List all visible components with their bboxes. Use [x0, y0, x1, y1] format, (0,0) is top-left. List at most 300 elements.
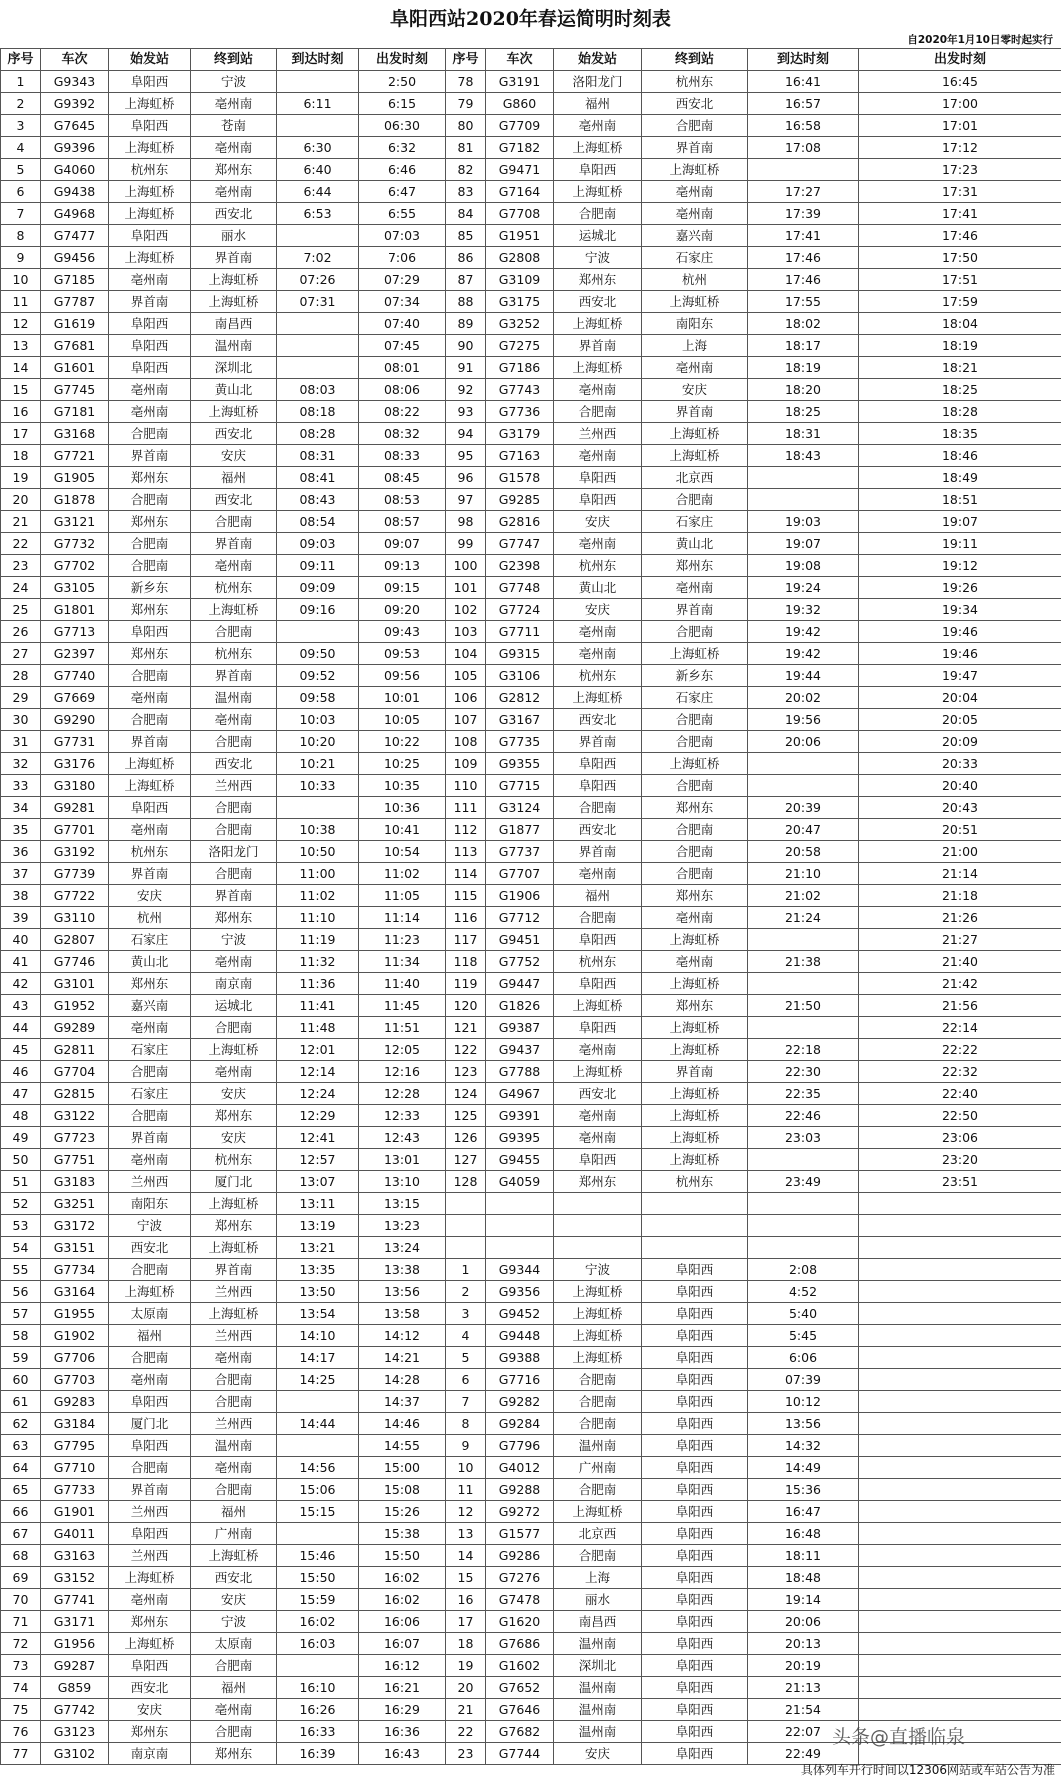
cell-arrival: 21:54 — [748, 1699, 859, 1721]
cell-train: G7669 — [41, 687, 109, 709]
cell-train: G3251 — [41, 1193, 109, 1215]
table-row — [1, 577, 1061, 599]
cell-train: G1578 — [486, 467, 554, 489]
cell-train: G9438 — [41, 181, 109, 203]
cell-origin: 阜阳西 — [554, 973, 642, 995]
cell-arrival: 17:08 — [748, 137, 859, 159]
cell-origin: 太原南 — [109, 1303, 191, 1325]
cell-train: G3172 — [41, 1215, 109, 1237]
cell-departure — [859, 1699, 1061, 1721]
cell-seq: 53 — [1, 1215, 41, 1237]
cell-train: G9344 — [486, 1259, 554, 1281]
cell-train: G9392 — [41, 93, 109, 115]
table-row — [1, 819, 1061, 841]
cell-departure: 09:53 — [359, 643, 446, 665]
cell-destination: 界首南 — [642, 401, 748, 423]
cell-destination: 安庆 — [191, 1589, 277, 1611]
cell-train: G859 — [41, 1677, 109, 1699]
cell-departure: 11:23 — [359, 929, 446, 951]
cell-seq: 51 — [1, 1171, 41, 1193]
cell-origin: 合肥南 — [554, 1413, 642, 1435]
cell-destination — [642, 1237, 748, 1259]
cell-destination: 郑州东 — [642, 797, 748, 819]
cell-departure: 14:55 — [359, 1435, 446, 1457]
cell-departure: 21:42 — [859, 973, 1061, 995]
cell-seq: 89 — [446, 313, 486, 335]
cell-origin: 合肥南 — [554, 1479, 642, 1501]
cell-seq: 78 — [446, 71, 486, 93]
cell-arrival: 6:06 — [748, 1347, 859, 1369]
cell-origin: 阜阳西 — [109, 621, 191, 643]
cell-train: G7711 — [486, 621, 554, 643]
cell-origin: 阜阳西 — [109, 115, 191, 137]
cell-destination: 运城北 — [191, 995, 277, 1017]
cell-arrival: 08:41 — [277, 467, 359, 489]
cell-train: G7710 — [41, 1457, 109, 1479]
table-row — [1, 247, 1061, 269]
cell-destination: 上海虹桥 — [642, 1083, 748, 1105]
cell-destination: 安庆 — [191, 445, 277, 467]
cell-train: G7788 — [486, 1061, 554, 1083]
cell-seq: 64 — [1, 1457, 41, 1479]
col-header-train: 车次 — [41, 49, 109, 71]
cell-train: G3183 — [41, 1171, 109, 1193]
cell-arrival: 22:07 — [748, 1721, 859, 1743]
cell-seq: 81 — [446, 137, 486, 159]
cell-destination: 安庆 — [191, 1127, 277, 1149]
cell-origin: 亳州南 — [554, 863, 642, 885]
cell-destination: 亳州南 — [191, 137, 277, 159]
cell-arrival: 17:55 — [748, 291, 859, 313]
cell-train: G7732 — [41, 533, 109, 555]
cell-seq: 99 — [446, 533, 486, 555]
cell-origin: 兰州西 — [109, 1501, 191, 1523]
cell-origin: 安庆 — [109, 885, 191, 907]
cell-departure — [859, 1501, 1061, 1523]
cell-destination: 郑州东 — [191, 907, 277, 929]
cell-destination: 阜阳西 — [642, 1435, 748, 1457]
cell-origin: 合肥南 — [554, 1369, 642, 1391]
cell-origin: 合肥南 — [109, 1259, 191, 1281]
cell-departure: 17:12 — [859, 137, 1061, 159]
table-row — [1, 885, 1061, 907]
cell-departure: 17:00 — [859, 93, 1061, 115]
cell-departure — [859, 1611, 1061, 1633]
cell-departure: 10:22 — [359, 731, 446, 753]
cell-seq: 52 — [1, 1193, 41, 1215]
cell-seq: 13 — [1, 335, 41, 357]
cell-departure: 18:28 — [859, 401, 1061, 423]
cell-train: G7163 — [486, 445, 554, 467]
cell-departure: 13:56 — [359, 1281, 446, 1303]
cell-seq: 109 — [446, 753, 486, 775]
col-header-destination: 终到站 — [642, 49, 748, 71]
table-row — [1, 1501, 1061, 1523]
table-row — [1, 225, 1061, 247]
cell-departure: 16:45 — [859, 71, 1061, 93]
cell-origin: 福州 — [554, 93, 642, 115]
cell-departure: 09:20 — [359, 599, 446, 621]
cell-departure: 08:45 — [359, 467, 446, 489]
cell-arrival: 09:11 — [277, 555, 359, 577]
cell-train: G1905 — [41, 467, 109, 489]
cell-origin: 黄山北 — [109, 951, 191, 973]
cell-arrival: 15:36 — [748, 1479, 859, 1501]
cell-seq: 5 — [446, 1347, 486, 1369]
cell-arrival: 19:14 — [748, 1589, 859, 1611]
cell-arrival: 08:18 — [277, 401, 359, 423]
cell-arrival: 16:33 — [277, 1721, 359, 1743]
cell-destination: 安庆 — [642, 379, 748, 401]
cell-departure: 16:36 — [359, 1721, 446, 1743]
cell-arrival: 16:02 — [277, 1611, 359, 1633]
cell-origin: 西安北 — [109, 1237, 191, 1259]
cell-destination: 苍南 — [191, 115, 277, 137]
cell-seq: 57 — [1, 1303, 41, 1325]
cell-seq: 61 — [1, 1391, 41, 1413]
footer-note: 具体列车开行时间以12306网站或车站公告为准 — [800, 1763, 1055, 1777]
cell-seq: 121 — [446, 1017, 486, 1039]
cell-arrival: 13:19 — [277, 1215, 359, 1237]
cell-train: G3168 — [41, 423, 109, 445]
cell-arrival: 11:32 — [277, 951, 359, 973]
cell-departure: 22:50 — [859, 1105, 1061, 1127]
cell-arrival: 18:19 — [748, 357, 859, 379]
cell-seq: 106 — [446, 687, 486, 709]
cell-seq: 21 — [446, 1699, 486, 1721]
cell-origin: 上海虹桥 — [554, 1501, 642, 1523]
cell-seq: 33 — [1, 775, 41, 797]
cell-train: G1602 — [486, 1655, 554, 1677]
cell-train: G9283 — [41, 1391, 109, 1413]
cell-departure — [859, 1259, 1061, 1281]
cell-arrival: 12:57 — [277, 1149, 359, 1171]
cell-seq: 32 — [1, 753, 41, 775]
cell-origin: 新乡东 — [109, 577, 191, 599]
cell-origin: 上海虹桥 — [554, 137, 642, 159]
cell-origin: 亳州南 — [554, 533, 642, 555]
cell-train: G7701 — [41, 819, 109, 841]
cell-seq: 122 — [446, 1039, 486, 1061]
cell-origin: 丽水 — [554, 1589, 642, 1611]
cell-train: G9285 — [486, 489, 554, 511]
cell-seq: 119 — [446, 973, 486, 995]
cell-departure — [859, 1545, 1061, 1567]
cell-train: G1955 — [41, 1303, 109, 1325]
cell-destination: 温州南 — [191, 1435, 277, 1457]
cell-seq: 36 — [1, 841, 41, 863]
cell-train: G7275 — [486, 335, 554, 357]
cell-departure — [859, 1589, 1061, 1611]
cell-train: G9391 — [486, 1105, 554, 1127]
cell-seq: 16 — [1, 401, 41, 423]
cell-arrival: 18:02 — [748, 313, 859, 335]
cell-departure: 17:59 — [859, 291, 1061, 313]
table-row — [1, 1567, 1061, 1589]
cell-departure: 07:40 — [359, 313, 446, 335]
cell-departure: 21:40 — [859, 951, 1061, 973]
cell-arrival: 07:39 — [748, 1369, 859, 1391]
cell-seq — [446, 1193, 486, 1215]
cell-origin: 上海虹桥 — [554, 1281, 642, 1303]
cell-arrival: 11:19 — [277, 929, 359, 951]
cell-destination: 郑州东 — [642, 995, 748, 1017]
cell-departure: 20:05 — [859, 709, 1061, 731]
cell-origin: 上海虹桥 — [109, 775, 191, 797]
cell-train: G7702 — [41, 555, 109, 577]
cell-destination: 合肥南 — [642, 115, 748, 137]
col-header-destination: 终到站 — [191, 49, 277, 71]
cell-train: G3123 — [41, 1721, 109, 1743]
cell-train: G4011 — [41, 1523, 109, 1545]
table-row — [1, 401, 1061, 423]
cell-departure: 14:21 — [359, 1347, 446, 1369]
cell-arrival: 14:49 — [748, 1457, 859, 1479]
cell-origin: 安庆 — [109, 1699, 191, 1721]
cell-arrival: 14:44 — [277, 1413, 359, 1435]
cell-train: G7747 — [486, 533, 554, 555]
cell-arrival: 14:10 — [277, 1325, 359, 1347]
cell-destination: 温州南 — [191, 687, 277, 709]
cell-arrival — [748, 1237, 859, 1259]
cell-arrival: 08:03 — [277, 379, 359, 401]
cell-train: G7707 — [486, 863, 554, 885]
cell-arrival: 17:41 — [748, 225, 859, 247]
cell-seq: 5 — [1, 159, 41, 181]
cell-origin: 上海虹桥 — [554, 1061, 642, 1083]
cell-seq: 79 — [446, 93, 486, 115]
cell-seq: 20 — [446, 1677, 486, 1699]
table-row — [1, 1589, 1061, 1611]
cell-arrival: 22:49 — [748, 1743, 859, 1765]
cell-departure: 06:30 — [359, 115, 446, 137]
cell-destination: 石家庄 — [642, 511, 748, 533]
cell-departure: 17:46 — [859, 225, 1061, 247]
cell-destination: 上海虹桥 — [642, 423, 748, 445]
cell-departure — [859, 1391, 1061, 1413]
cell-departure: 10:54 — [359, 841, 446, 863]
cell-arrival: 7:02 — [277, 247, 359, 269]
cell-train: G7646 — [486, 1699, 554, 1721]
cell-departure — [859, 1325, 1061, 1347]
cell-train: G1801 — [41, 599, 109, 621]
cell-arrival: 20:02 — [748, 687, 859, 709]
cell-destination: 郑州东 — [191, 1215, 277, 1237]
cell-origin: 杭州东 — [109, 159, 191, 181]
cell-destination: 阜阳西 — [642, 1677, 748, 1699]
cell-seq: 37 — [1, 863, 41, 885]
cell-destination: 嘉兴南 — [642, 225, 748, 247]
cell-train: G3152 — [41, 1567, 109, 1589]
cell-origin: 界首南 — [109, 291, 191, 313]
cell-origin: 合肥南 — [554, 1545, 642, 1567]
cell-train: G9447 — [486, 973, 554, 995]
table-row — [1, 951, 1061, 973]
cell-destination: 兰州西 — [191, 1413, 277, 1435]
cell-seq: 24 — [1, 577, 41, 599]
cell-train: G3179 — [486, 423, 554, 445]
cell-departure — [859, 1215, 1061, 1237]
cell-arrival: 19:08 — [748, 555, 859, 577]
cell-seq — [446, 1237, 486, 1259]
cell-origin: 亳州南 — [109, 1017, 191, 1039]
table-row — [1, 1457, 1061, 1479]
cell-train: G7736 — [486, 401, 554, 423]
cell-seq: 65 — [1, 1479, 41, 1501]
cell-departure: 23:06 — [859, 1127, 1061, 1149]
cell-arrival: 19:03 — [748, 511, 859, 533]
cell-seq: 127 — [446, 1149, 486, 1171]
cell-destination: 上海虹桥 — [191, 1545, 277, 1567]
cell-origin: 阜阳西 — [554, 753, 642, 775]
cell-origin: 温州南 — [554, 1721, 642, 1743]
cell-origin: 界首南 — [109, 445, 191, 467]
cell-origin: 亳州南 — [109, 1369, 191, 1391]
cell-destination: 阜阳西 — [642, 1457, 748, 1479]
cell-train: G9355 — [486, 753, 554, 775]
table-row — [1, 841, 1061, 863]
cell-arrival — [277, 1523, 359, 1545]
cell-arrival — [277, 115, 359, 137]
cell-train: G9282 — [486, 1391, 554, 1413]
cell-origin: 温州南 — [554, 1435, 642, 1457]
cell-origin: 阜阳西 — [554, 1017, 642, 1039]
cell-train: G9452 — [486, 1303, 554, 1325]
cell-destination: 阜阳西 — [642, 1325, 748, 1347]
cell-departure: 22:14 — [859, 1017, 1061, 1039]
cell-arrival: 12:24 — [277, 1083, 359, 1105]
cell-seq: 23 — [446, 1743, 486, 1765]
table-row — [1, 181, 1061, 203]
cell-destination: 上海虹桥 — [642, 929, 748, 951]
cell-origin: 界首南 — [109, 863, 191, 885]
cell-origin: 洛阳龙门 — [554, 71, 642, 93]
cell-destination: 上海虹桥 — [191, 401, 277, 423]
cell-seq: 114 — [446, 863, 486, 885]
cell-seq: 2 — [1, 93, 41, 115]
cell-arrival: 18:11 — [748, 1545, 859, 1567]
cell-arrival: 13:35 — [277, 1259, 359, 1281]
cell-train: G7742 — [41, 1699, 109, 1721]
cell-departure: 17:31 — [859, 181, 1061, 203]
cell-train: G3163 — [41, 1545, 109, 1567]
cell-train: G3171 — [41, 1611, 109, 1633]
cell-destination: 石家庄 — [642, 247, 748, 269]
cell-departure: 21:18 — [859, 885, 1061, 907]
cell-departure: 11:34 — [359, 951, 446, 973]
table-row — [1, 1413, 1061, 1435]
cell-origin: 合肥南 — [109, 555, 191, 577]
cell-train: G7721 — [41, 445, 109, 467]
cell-arrival: 19:32 — [748, 599, 859, 621]
cell-train: G3184 — [41, 1413, 109, 1435]
cell-origin: 深圳北 — [554, 1655, 642, 1677]
cell-arrival: 20:39 — [748, 797, 859, 819]
cell-arrival: 07:26 — [277, 269, 359, 291]
cell-seq: 112 — [446, 819, 486, 841]
cell-destination: 西安北 — [191, 203, 277, 225]
cell-arrival: 15:15 — [277, 1501, 359, 1523]
cell-arrival: 15:50 — [277, 1567, 359, 1589]
cell-origin: 界首南 — [109, 1479, 191, 1501]
cell-arrival: 16:57 — [748, 93, 859, 115]
table-row — [1, 1237, 1061, 1259]
cell-departure — [859, 1193, 1061, 1215]
cell-departure: 10:41 — [359, 819, 446, 841]
cell-destination: 合肥南 — [191, 1479, 277, 1501]
cell-departure: 11:51 — [359, 1017, 446, 1039]
cell-seq: 100 — [446, 555, 486, 577]
table-row — [1, 995, 1061, 1017]
cell-origin: 阜阳西 — [109, 1655, 191, 1677]
cell-destination: 上海虹桥 — [191, 291, 277, 313]
cell-departure: 15:00 — [359, 1457, 446, 1479]
cell-departure: 19:46 — [859, 643, 1061, 665]
cell-destination: 阜阳西 — [642, 1303, 748, 1325]
cell-origin: 上海虹桥 — [554, 995, 642, 1017]
cell-seq: 12 — [446, 1501, 486, 1523]
cell-origin: 阜阳西 — [554, 467, 642, 489]
cell-seq: 28 — [1, 665, 41, 687]
cell-destination: 合肥南 — [642, 775, 748, 797]
cell-seq: 22 — [446, 1721, 486, 1743]
cell-destination: 阜阳西 — [642, 1391, 748, 1413]
cell-origin: 郑州东 — [109, 1721, 191, 1743]
cell-train: G3109 — [486, 269, 554, 291]
cell-origin: 界首南 — [554, 731, 642, 753]
cell-destination: 阜阳西 — [642, 1281, 748, 1303]
cell-seq: 12 — [1, 313, 41, 335]
cell-arrival: 19:07 — [748, 533, 859, 555]
cell-arrival: 16:03 — [277, 1633, 359, 1655]
cell-seq: 95 — [446, 445, 486, 467]
table-row — [1, 71, 1061, 93]
cell-destination: 合肥南 — [642, 731, 748, 753]
cell-destination: 西安北 — [191, 423, 277, 445]
cell-departure: 16:43 — [359, 1743, 446, 1765]
cell-departure — [859, 1677, 1061, 1699]
cell-departure: 6:55 — [359, 203, 446, 225]
cell-origin: 西安北 — [554, 1083, 642, 1105]
cell-train: G7739 — [41, 863, 109, 885]
cell-departure: 13:23 — [359, 1215, 446, 1237]
cell-seq: 66 — [1, 1501, 41, 1523]
table-row — [1, 1215, 1061, 1237]
cell-seq: 84 — [446, 203, 486, 225]
cell-train: G9284 — [486, 1413, 554, 1435]
cell-train: G7740 — [41, 665, 109, 687]
table-row — [1, 489, 1061, 511]
cell-train: G4060 — [41, 159, 109, 181]
cell-origin: 亳州南 — [554, 1105, 642, 1127]
cell-seq: 1 — [1, 71, 41, 93]
cell-origin: 阜阳西 — [109, 357, 191, 379]
cell-origin: 郑州东 — [109, 973, 191, 995]
cell-departure: 14:46 — [359, 1413, 446, 1435]
col-header-train: 车次 — [486, 49, 554, 71]
cell-train: G7708 — [486, 203, 554, 225]
cell-arrival: 12:14 — [277, 1061, 359, 1083]
cell-seq: 97 — [446, 489, 486, 511]
cell-arrival: 08:28 — [277, 423, 359, 445]
cell-train: G7164 — [486, 181, 554, 203]
cell-seq: 4 — [1, 137, 41, 159]
cell-origin: 阜阳西 — [109, 1523, 191, 1545]
cell-departure: 2:50 — [359, 71, 446, 93]
cell-train: G9272 — [486, 1501, 554, 1523]
cell-arrival: 09:50 — [277, 643, 359, 665]
cell-seq: 16 — [446, 1589, 486, 1611]
